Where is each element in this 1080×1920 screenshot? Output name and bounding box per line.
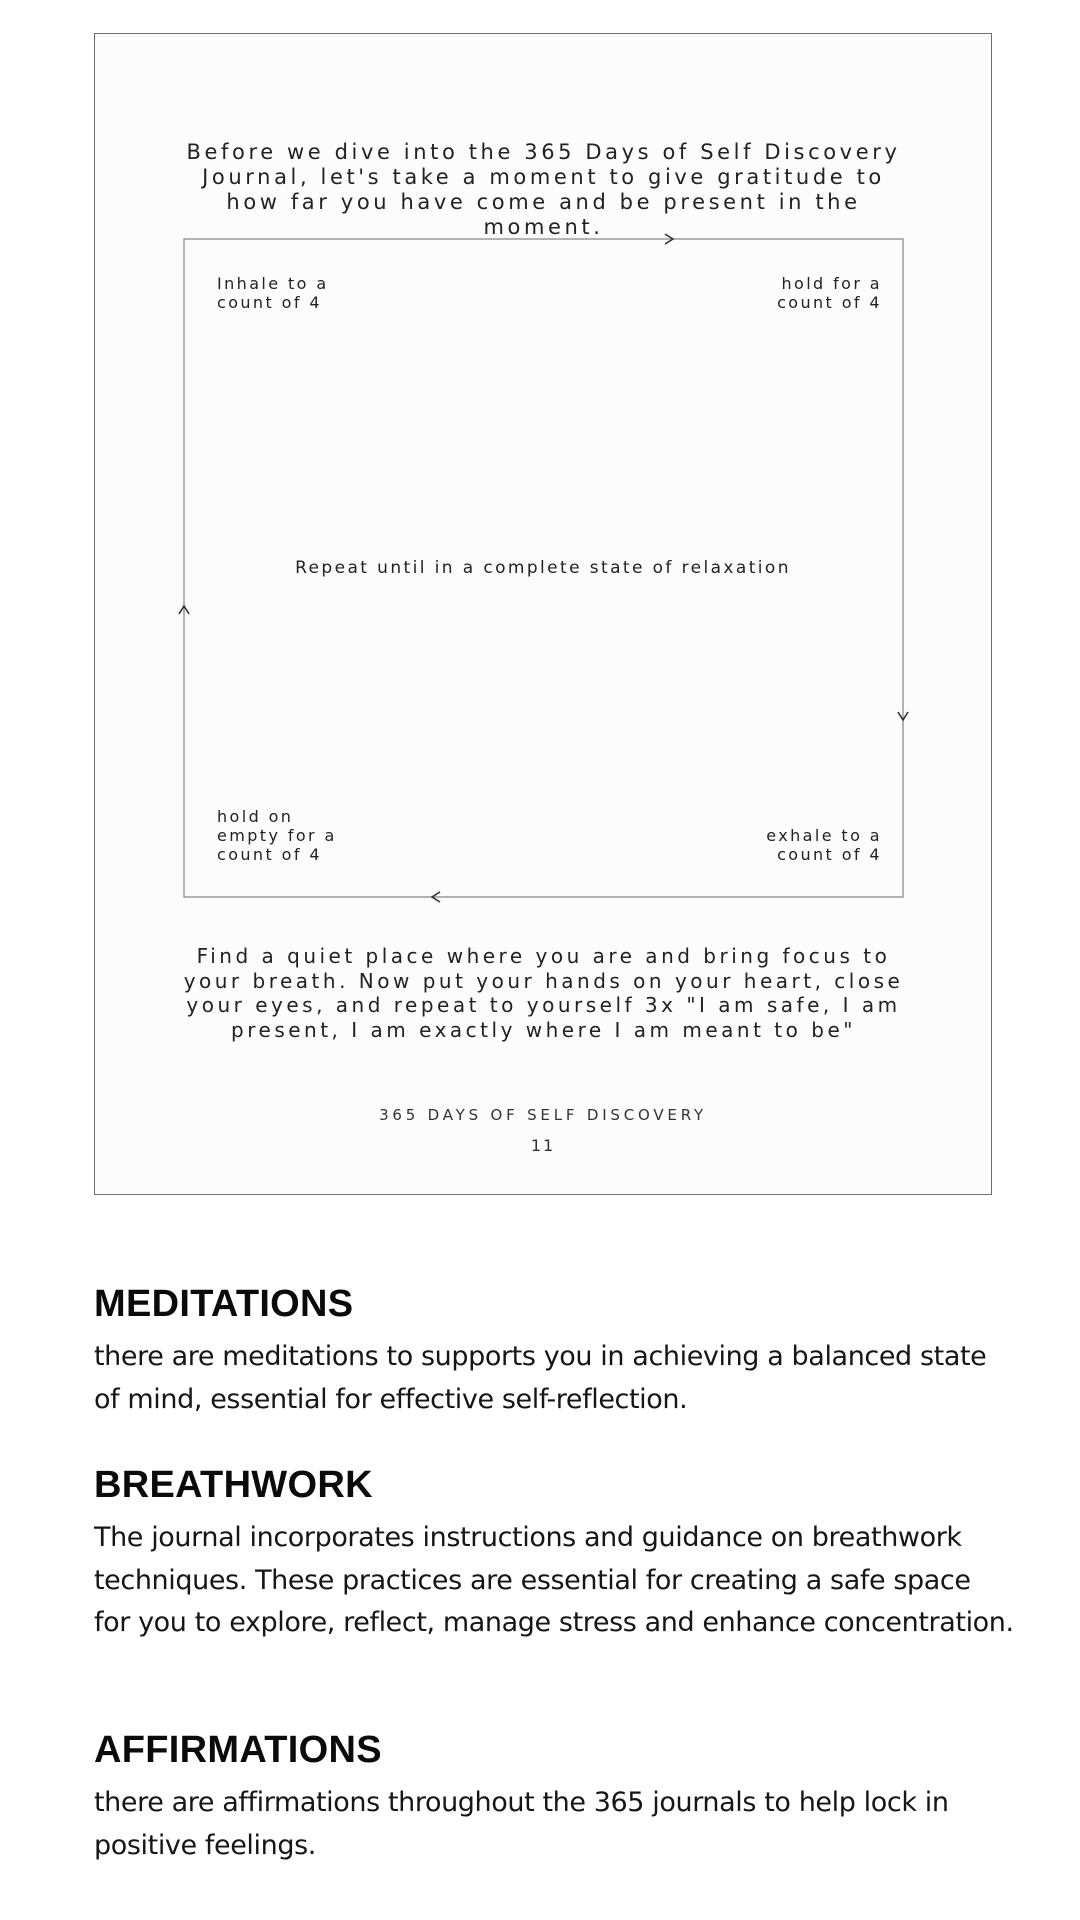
corner-label-hold-empty: hold on empty for a count of 4 — [217, 807, 337, 864]
repeat-instruction: Repeat until in a complete state of relaxation — [295, 558, 791, 578]
section-heading: MEDITATIONS — [94, 1283, 354, 1325]
corner-label-inhale: Inhale to a count of 4 — [217, 274, 329, 312]
section-body: there are affirmations throughout the 365 journals to help lock in positive feelings. — [94, 1787, 949, 1861]
page-number: 11 — [530, 1136, 556, 1155]
corner-label-hold-full: hold for a count of 4 — [777, 274, 882, 312]
outro-text: Find a quiet place where you are and bring focus to your breath. Now put your hands on your heart, close your eyes, and repeat to yourself 3x "I am safe, I am present, I am exactly where I am meant to be" — [183, 944, 904, 1042]
section-meditations — [94, 1282, 1014, 1421]
section-body: The journal incorporates instructions and guidance on breathwork techniques. These practices are essential for creating a safe space for you to explore, reflect, manage stress and enhance concentration. — [94, 1522, 1014, 1638]
section-affirmations — [94, 1728, 1014, 1867]
intro-text: Before we dive into the 365 Days of Self Discovery Journal, let's take a moment to give gratitude to how far you have come and be present in the moment. — [186, 140, 901, 239]
page-footer-title: 365 DAYS OF SELF DISCOVERY — [379, 1106, 707, 1124]
section-heading: BREATHWORK — [94, 1464, 373, 1506]
section-breathwork — [94, 1463, 1014, 1645]
corner-label-exhale: exhale to a count of 4 — [766, 826, 882, 864]
section-body: there are meditations to supports you in achieving a balanced state of mind, essential for effective self-reflection. — [94, 1341, 987, 1415]
section-heading: AFFIRMATIONS — [94, 1729, 382, 1771]
